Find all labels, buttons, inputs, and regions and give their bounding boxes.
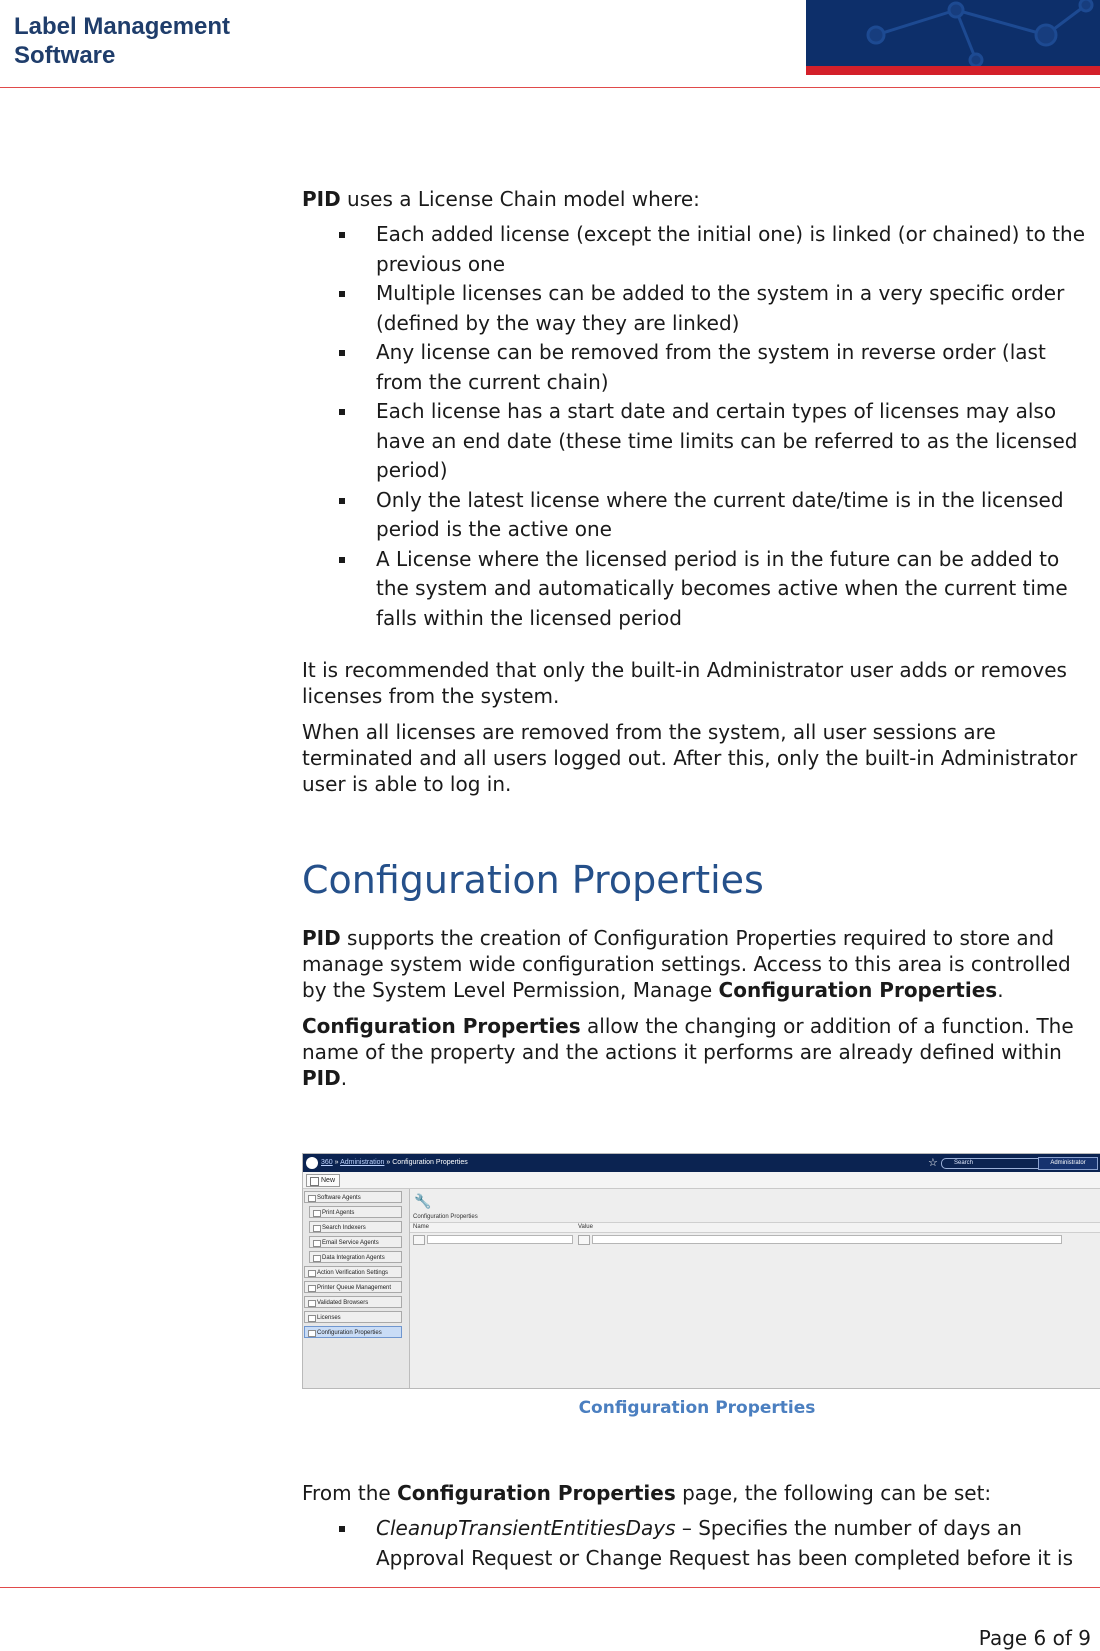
config-intro-paragraph [302,925,1092,1003]
user-menu-button[interactable]: Administrator [1038,1157,1098,1170]
config-main-panel [410,1189,1100,1388]
list-item: Only the latest license where the current date/time is in the licensed period is the active one [302,486,1092,545]
document-title-line2: Software [14,42,116,69]
sidebar-item-action-verification-settings[interactable]: Action Verification Settings [304,1266,402,1278]
header-accent-bar [806,66,1100,75]
value-filter-input[interactable] [592,1235,1062,1244]
header-divider [0,87,1100,88]
sidebar-item-printer-queue-management[interactable]: Printer Queue Management [304,1281,402,1293]
app-topbar [303,1154,1100,1172]
sidebar-item-search-indexers[interactable]: Search Indexers [309,1221,402,1233]
footer-divider [0,1587,1100,1588]
breadcrumb [321,1154,468,1172]
molecule-graphic-icon [806,0,1100,75]
header-banner-graphic [806,0,1100,75]
config-function-paragraph [302,1013,1092,1091]
config-intro-text: supports the creation of Configuration Properties required to store and manage system wide configuration settings. Access to this area is controlled by the System Level Permission, Manage [302,926,1071,1002]
settings-list [302,1514,1092,1573]
sidebar-item-licenses[interactable]: Licenses [304,1311,402,1323]
figure-caption: Configuration Properties [578,1398,816,1418]
breadcrumb-current: Configuration Properties [392,1159,468,1166]
document-title-line1: Label Management [14,13,231,40]
new-button[interactable]: New [306,1174,340,1187]
pid-term: PID [302,1066,341,1090]
panel-title: Configuration Properties [413,1214,478,1220]
settings-lead-text: From the [302,1481,398,1505]
sidebar-item-validated-browsers[interactable]: Validated Browsers [304,1296,402,1308]
intro-section [302,186,1092,1091]
search-input[interactable]: Search [941,1158,1045,1169]
pid-term: PID [302,926,341,950]
breadcrumb-home[interactable]: 360 [321,1159,333,1166]
column-header-name[interactable]: Name [413,1224,430,1230]
sidebar-item-email-service-agents[interactable]: Email Service Agents [309,1236,402,1248]
period: . [340,1066,348,1090]
grid-header [410,1222,1100,1233]
name-filter-input[interactable] [427,1235,573,1244]
list-item: Any license can be removed from the system in reverse order (last from the current chain) [302,338,1092,397]
setting-description: – Specifies the number of days an Approval Request or Change Request has been completed before it is [376,1516,1074,1570]
license-chain-list [302,220,1092,633]
column-header-value[interactable]: Value [578,1224,593,1230]
section-heading: Configuration Properties [302,858,764,902]
filter-row [410,1233,1100,1245]
config-properties-term: Configuration Properties [302,1014,581,1038]
sidebar-item-software-agents[interactable]: Software Agents [304,1191,402,1203]
name-filter-icon[interactable] [413,1235,425,1245]
config-function-text: allow the changing or addition of a function. The name of the property and the actions it performs are already defined within [302,1014,1074,1064]
list-item: Each added license (except the initial one) is linked (or chained) to the previous one [302,220,1092,279]
list-item [302,1514,1092,1573]
page-number: Page 6 of 9 [978,1626,1091,1650]
license-chain-intro [302,186,1092,212]
value-filter-icon[interactable] [578,1235,590,1245]
breadcrumb-separator: » [332,1159,341,1166]
app-toolbar [303,1172,1100,1189]
sidebar-item-configuration-properties[interactable]: Configuration Properties [304,1326,402,1338]
config-properties-term: Configuration Properties [397,1481,676,1505]
list-item: Multiple licenses can be added to the system in a very specific order (defined by the way they are linked) [302,279,1092,338]
config-properties-term: Configuration Properties [718,978,998,1002]
admin-sidebar [303,1189,410,1388]
document-title [14,12,230,70]
setting-name: CleanupTransientEntitiesDays [376,1516,676,1540]
app-logo-icon [306,1157,318,1169]
settings-lead [302,1480,1092,1506]
pid-term: PID [302,187,341,211]
configuration-properties-screenshot [302,1153,1100,1389]
breadcrumb-separator: » [384,1159,393,1166]
favorite-star-icon[interactable]: ☆ [928,1157,938,1169]
period: . [997,978,1004,1002]
recommendation-paragraph: It is recommended that only the built-in Administrator user adds or removes licenses from the system. [302,658,1067,708]
sidebar-item-print-agents[interactable]: Print Agents [309,1206,402,1218]
list-item: Each license has a start date and certain types of licenses may also have an end date (these time limits can be referred to as the licensed period) [302,397,1092,486]
settings-lead-text-end: page, the following can be set: [675,1481,992,1505]
sidebar-item-data-integration-agents[interactable]: Data Integration Agents [309,1251,402,1263]
intro-text: uses a License Chain model where: [340,187,700,211]
settings-section [302,1480,1092,1573]
breadcrumb-administration[interactable]: Administration [340,1159,385,1166]
wrench-icon: 🔧 [414,1193,432,1209]
list-item: A License where the licensed period is in the future can be added to the system and automatically becomes active when the current time falls within the licensed period [302,545,1092,634]
license-removal-paragraph: When all licenses are removed from the system, all user sessions are terminated and all users logged out. After this, only the built-in Administrator user is able to log in. [302,720,1078,796]
